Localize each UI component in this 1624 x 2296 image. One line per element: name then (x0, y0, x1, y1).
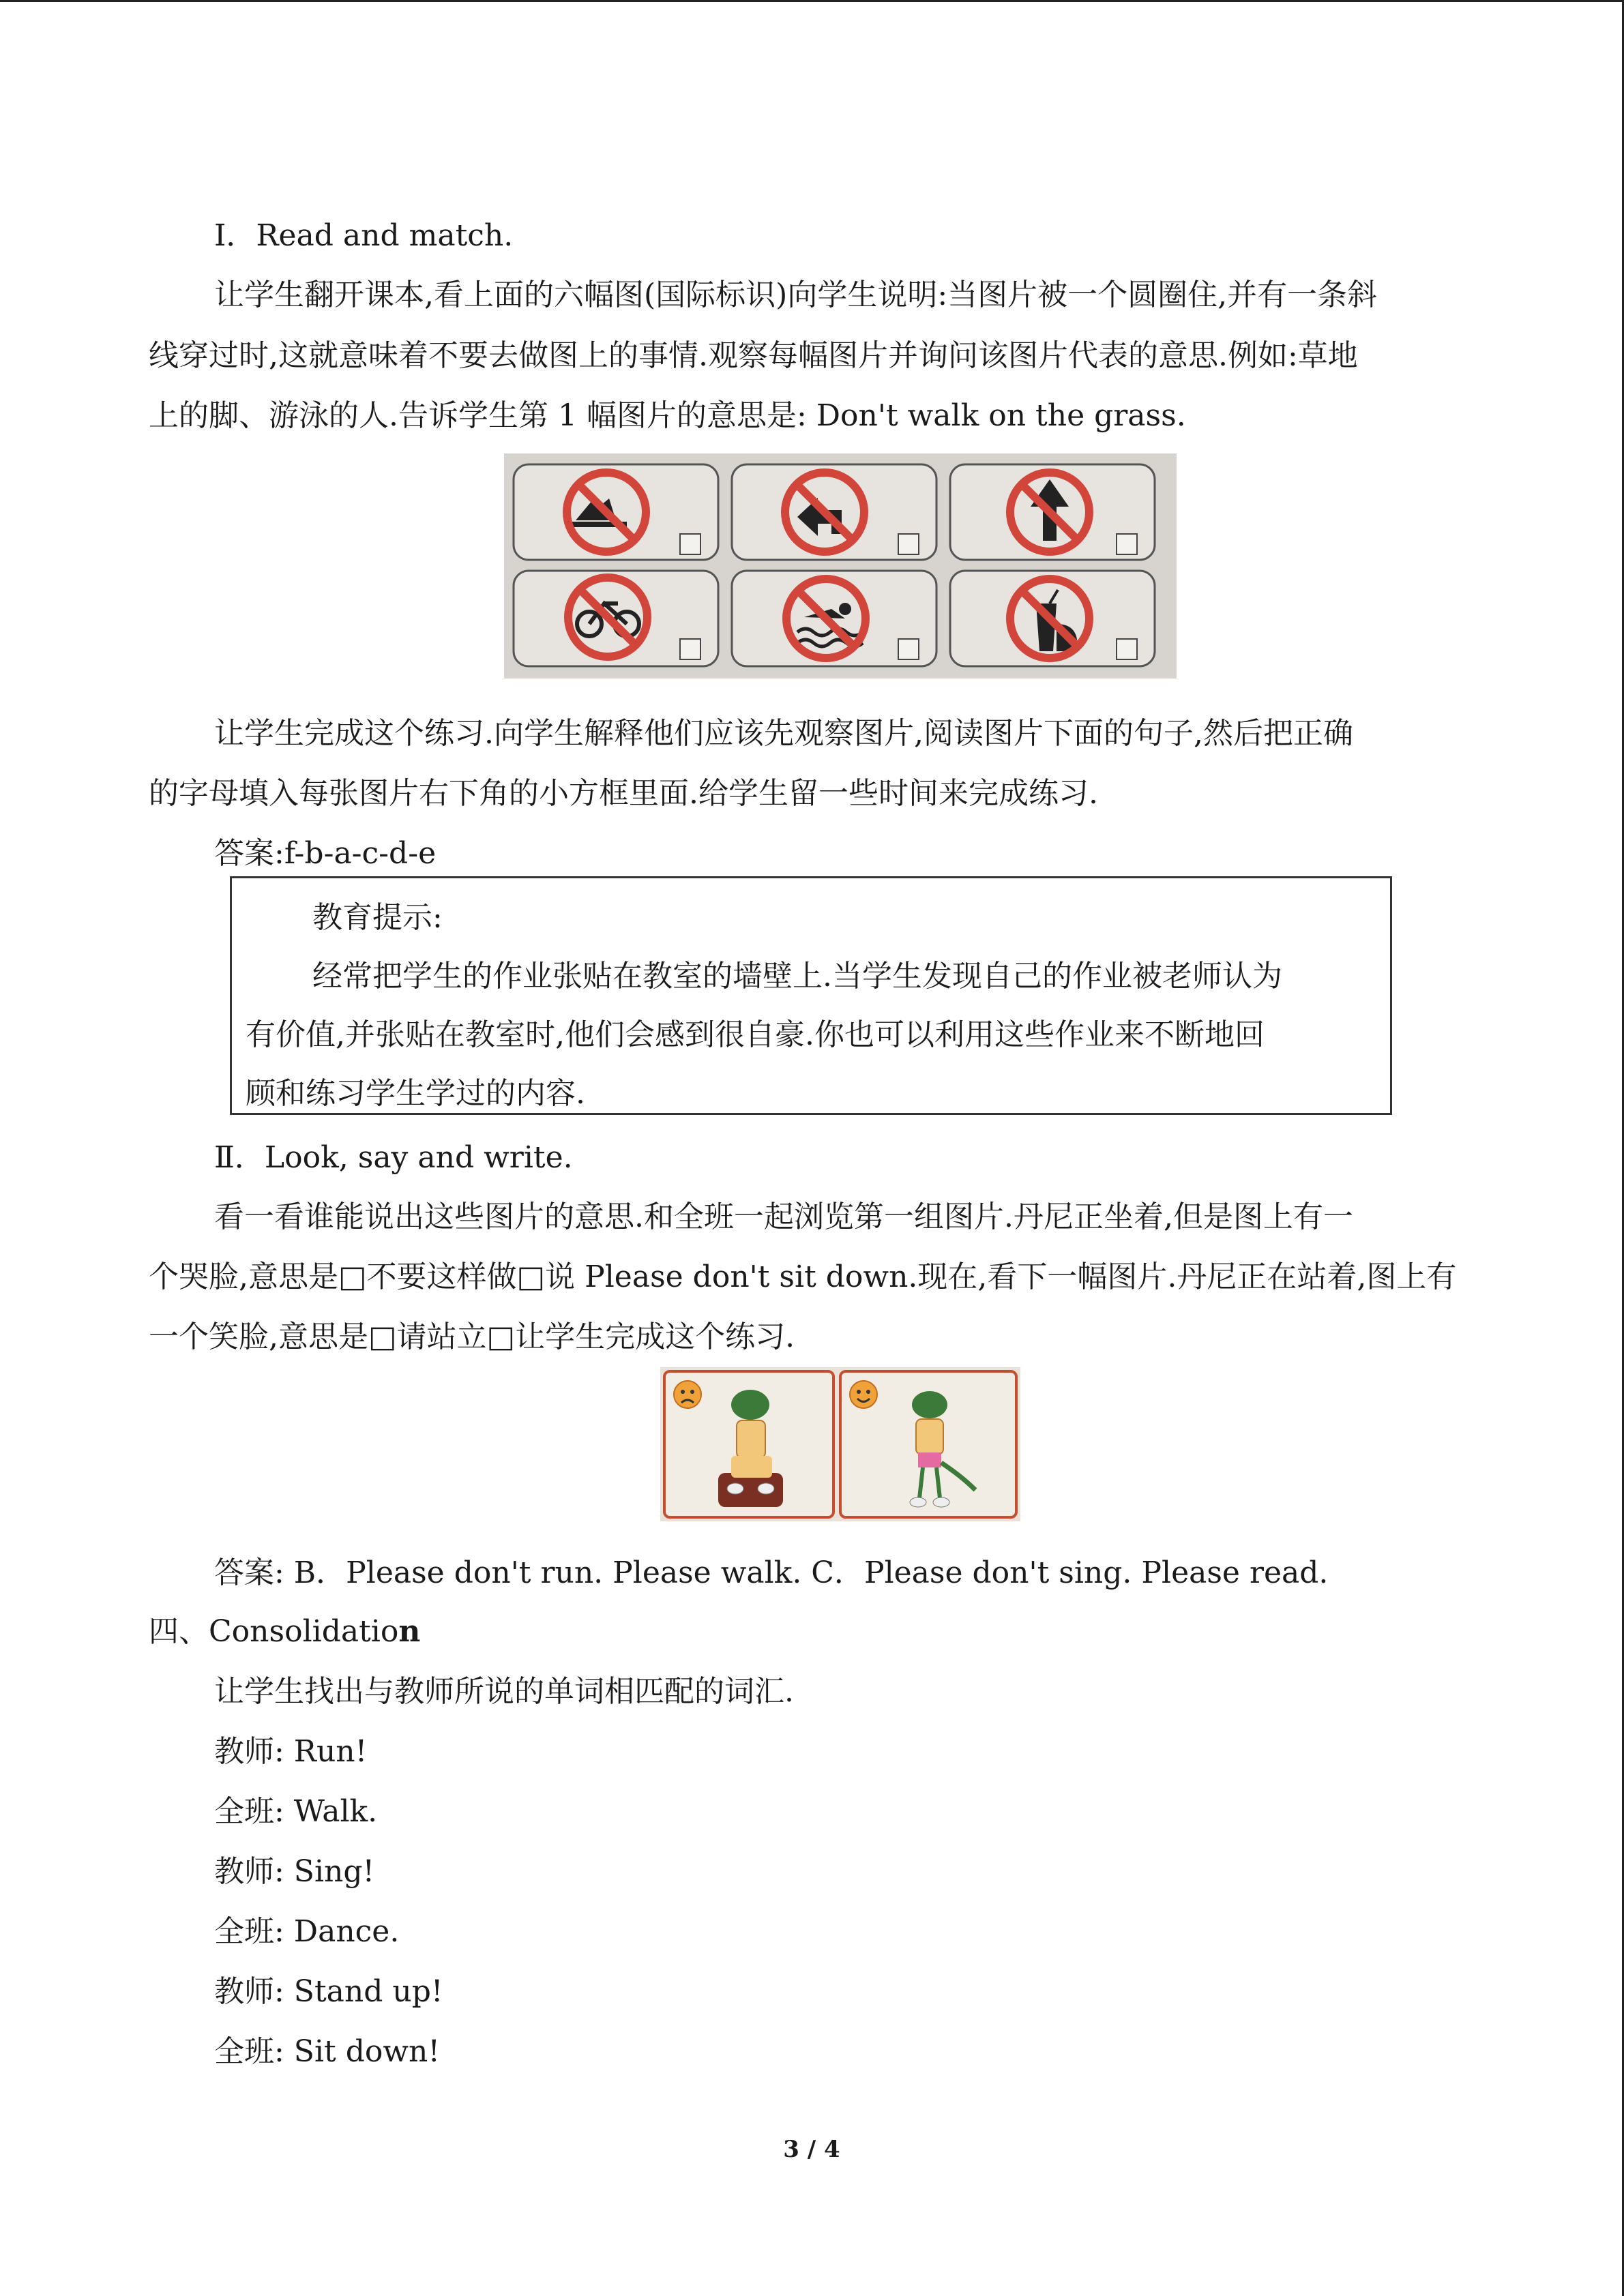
section1-para1-line2: 线穿过时,这就意味着不要去做图上的事情.观察每幅图片并询问该图片代表的意思.例如:草地 (149, 338, 1358, 373)
tip-box-title: 教育提示: (312, 900, 443, 935)
sign-no-straight-ahead (950, 464, 1155, 560)
section4-heading-main: 四、Consolidatio (149, 1614, 399, 1649)
section2-answer: 答案: B．Please don't run. Please walk. C．Please don't sing. Please read. (214, 1555, 1329, 1590)
section2-para-line1: 看一看谁能说出这些图片的意思.和全班一起浏览第一组图片.丹尼正坐着,但是图上有一 (214, 1199, 1353, 1234)
section2-para-line3: 一个笑脸,意思是□请站立□让学生完成这个练习. (149, 1320, 795, 1354)
section1-para1-line1: 让学生翻开课本,看上面的六幅图(国际标识)向学生说明:当图片被一个圆圈住,并有一条斜 (214, 278, 1378, 312)
section1-para2-line1: 让学生完成这个练习.向学生解释他们应该先观察图片,阅读图片下面的句子,然后把正确 (214, 716, 1353, 751)
tip-box-line-1: 经常把学生的作业张贴在教室的墙壁上.当学生发现自己的作业被老师认为 (312, 959, 1282, 994)
dialog-line-1: 教师: Run! (214, 1734, 368, 1769)
section1-heading: Ⅰ．Read and match. (214, 218, 514, 253)
sign-no-bicycles (514, 571, 718, 666)
dialog-line-5: 教师: Stand up! (214, 1974, 443, 2009)
sad-face-icon (674, 1381, 701, 1408)
tip-box-line-2: 有价值,并张贴在教室时,他们会感到很自豪.你也可以利用这些作业来不断地回 (246, 1017, 1265, 1052)
section2-heading: Ⅱ．Look, say and write. (214, 1140, 573, 1175)
section1-para2-line2: 的字母填入每张图片右下角的小方框里面.给学生留一些时间来完成练习. (149, 776, 1098, 811)
section1-para1-line3: 上的脚、游泳的人.告诉学生第 1 幅图片的意思是: Don't walk on the grass. (149, 398, 1186, 433)
sign-no-left-turn (732, 464, 936, 560)
sign-no-swimming (732, 571, 936, 666)
sign-no-food-or-drink (950, 571, 1155, 666)
section4-heading-bold: n (398, 1614, 421, 1649)
danny-faces-figure (660, 1367, 1020, 1521)
section4-heading (149, 1611, 420, 1652)
prohibition-signs-figure (504, 453, 1177, 679)
happy-face-icon (850, 1381, 877, 1408)
section2-para-line2: 个哭脸,意思是□不要这样做□说 Please don't sit down.现在,看下一幅图片.丹尼正在站着,图上有 (149, 1259, 1457, 1294)
dialog-line-2: 全班: Walk. (214, 1794, 378, 1829)
dialog-line-3: 教师: Sing! (214, 1854, 375, 1889)
dialog-line-6: 全班: Sit down! (214, 2034, 441, 2069)
section4-intro: 让学生找出与教师所说的单词相匹配的词汇. (214, 1674, 794, 1709)
sign-no-walking-on-grass (514, 464, 718, 560)
top-border (0, 0, 1624, 2)
section1-answer: 答案:f-b-a-c-d-e (214, 836, 437, 871)
dialog-line-4: 全班: Dance. (214, 1914, 400, 1949)
tip-box-line-3: 顾和练习学生学过的内容. (246, 1076, 585, 1111)
page-number: 3 / 4 (783, 2136, 840, 2163)
